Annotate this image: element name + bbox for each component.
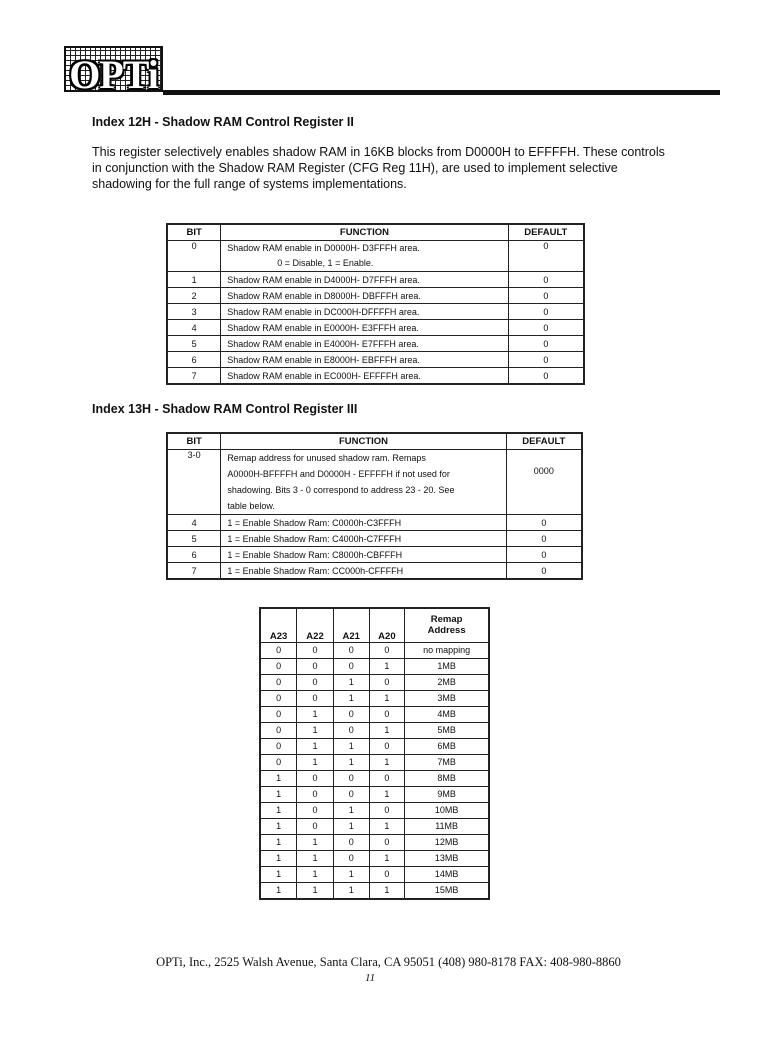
a20-cell: 0 xyxy=(369,642,405,658)
col-header-function: FUNCTION xyxy=(221,224,508,241)
a23-cell: 0 xyxy=(260,658,297,674)
a20-cell: 0 xyxy=(369,770,405,786)
function-cell: Shadow RAM enable in E4000H- E7FFFH area. xyxy=(221,336,508,352)
bit-cell: 2 xyxy=(167,288,221,304)
default-cell: 0 xyxy=(508,304,584,320)
table-row xyxy=(167,368,584,385)
a21-cell: 0 xyxy=(333,642,369,658)
bit-cell: 0 xyxy=(167,241,221,272)
function-note: 0 = Disable, 1 = Enable. xyxy=(277,258,374,268)
function-line: table below. xyxy=(227,501,275,511)
a21-cell: 0 xyxy=(333,770,369,786)
remap-address-cell: 14MB xyxy=(405,866,489,882)
a22-cell: 0 xyxy=(297,642,334,658)
col-header-bit: BIT xyxy=(167,224,221,241)
function-cell: Shadow RAM enable in D8000H- DBFFFH area. xyxy=(221,288,508,304)
table-row xyxy=(260,818,489,834)
a22-cell: 0 xyxy=(297,802,334,818)
a21-cell: 1 xyxy=(333,738,369,754)
table-row xyxy=(167,241,584,272)
remap-address-cell: 4MB xyxy=(405,706,489,722)
table-row xyxy=(260,754,489,770)
remap-address-cell: no mapping xyxy=(405,642,489,658)
header-remap: Remap xyxy=(430,614,463,626)
remap-address-cell: 13MB xyxy=(405,850,489,866)
function-cell: 1 = Enable Shadow Ram: C4000h-C7FFFH xyxy=(221,531,506,547)
section-12-paragraph: This register selectively enables shadow RAM in 16KB blocks from D0000H to EFFFFH. These controls in conjunction with the Shadow RAM Register (CFG Reg 11H), are used to implement selective shadowing for the full range of systems implementations. xyxy=(92,145,665,191)
remap-address-cell: 11MB xyxy=(405,818,489,834)
a23-cell: 1 xyxy=(260,882,297,899)
remap-address-cell: 15MB xyxy=(405,882,489,899)
function-cell: Shadow RAM enable in DC000H-DFFFFH area. xyxy=(221,304,508,320)
a20-cell: 0 xyxy=(369,738,405,754)
a22-cell: 1 xyxy=(297,850,334,866)
table-row xyxy=(260,882,489,899)
bit-cell: 6 xyxy=(167,352,221,368)
a20-cell: 0 xyxy=(369,834,405,850)
header-address: Address xyxy=(427,625,466,637)
a23-cell: 0 xyxy=(260,706,297,722)
table-row xyxy=(260,690,489,706)
a22-cell: 1 xyxy=(297,738,334,754)
a21-cell: 1 xyxy=(333,818,369,834)
a22-cell: 1 xyxy=(297,754,334,770)
a20-cell: 0 xyxy=(369,866,405,882)
a22-cell: 1 xyxy=(297,834,334,850)
a20-cell: 1 xyxy=(369,754,405,770)
a22-cell: 1 xyxy=(297,706,334,722)
default-cell: 0 xyxy=(508,241,584,272)
function-cell: Shadow RAM enable in D4000H- D7FFFH area. xyxy=(221,272,508,288)
remap-address-cell: 8MB xyxy=(405,770,489,786)
header-rule xyxy=(163,90,720,95)
bit-cell: 3 xyxy=(167,304,221,320)
a20-cell: 1 xyxy=(369,882,405,899)
table-row xyxy=(167,304,584,320)
table-row xyxy=(167,531,582,547)
default-cell: 0 xyxy=(506,531,582,547)
table-row xyxy=(260,866,489,882)
a20-cell: 0 xyxy=(369,802,405,818)
bit-cell: 6 xyxy=(167,547,221,563)
table-row xyxy=(167,563,582,580)
function-cell: Shadow RAM enable in E0000H- E3FFFH area. xyxy=(221,320,508,336)
table-row xyxy=(260,786,489,802)
footer-address: OPTi, Inc., 2525 Walsh Avenue, Santa Clara, CA 95051 (408) 980-8178 FAX: 408-980-8860 xyxy=(156,955,621,969)
remap-address-cell: 6MB xyxy=(405,738,489,754)
a22-cell: 0 xyxy=(297,674,334,690)
bit-cell: 4 xyxy=(167,515,221,531)
remap-address-cell: 1MB xyxy=(405,658,489,674)
a23-cell: 1 xyxy=(260,802,297,818)
col-header-a21: A21 xyxy=(333,608,369,642)
table-row xyxy=(167,515,582,531)
table-row xyxy=(167,450,582,515)
a23-cell: 0 xyxy=(260,722,297,738)
a23-cell: 0 xyxy=(260,642,297,658)
a22-cell: 0 xyxy=(297,658,334,674)
default-cell: 0 xyxy=(508,272,584,288)
bit-cell: 5 xyxy=(167,531,221,547)
a21-cell: 0 xyxy=(333,658,369,674)
register-13-table xyxy=(166,432,583,580)
a23-cell: 0 xyxy=(260,754,297,770)
a20-cell: 1 xyxy=(369,658,405,674)
default-cell: 0 xyxy=(508,352,584,368)
a21-cell: 1 xyxy=(333,690,369,706)
section-12-heading: Index 12H - Shadow RAM Control Register II xyxy=(92,115,354,129)
a23-cell: 1 xyxy=(260,786,297,802)
col-header-remap-address xyxy=(405,608,489,642)
remap-table xyxy=(259,607,490,900)
a23-cell: 1 xyxy=(260,866,297,882)
table-row xyxy=(260,674,489,690)
col-header-function: FUNCTION xyxy=(221,433,506,450)
a22-cell: 1 xyxy=(297,722,334,738)
a21-cell: 0 xyxy=(333,706,369,722)
function-line: A0000H-BFFFFH and D0000H - EFFFFH if not used for xyxy=(227,469,450,479)
bit-cell: 3-0 xyxy=(167,450,221,515)
a20-cell: 1 xyxy=(369,690,405,706)
bit-cell: 1 xyxy=(167,272,221,288)
bit-cell: 5 xyxy=(167,336,221,352)
bit-cell: 4 xyxy=(167,320,221,336)
remap-address-cell: 12MB xyxy=(405,834,489,850)
a20-cell: 1 xyxy=(369,850,405,866)
a20-cell: 0 xyxy=(369,706,405,722)
a20-cell: 1 xyxy=(369,818,405,834)
a23-cell: 0 xyxy=(260,674,297,690)
a22-cell: 0 xyxy=(297,690,334,706)
a23-cell: 1 xyxy=(260,850,297,866)
default-cell: 0 xyxy=(508,288,584,304)
col-header-a22: A22 xyxy=(297,608,334,642)
remap-address-cell: 2MB xyxy=(405,674,489,690)
default-cell: 0 xyxy=(506,515,582,531)
remap-address-cell: 3MB xyxy=(405,690,489,706)
function-line: Remap address for unused shadow ram. Remaps xyxy=(227,453,426,463)
a21-cell: 1 xyxy=(333,754,369,770)
a23-cell: 1 xyxy=(260,818,297,834)
a21-cell: 0 xyxy=(333,786,369,802)
company-logo xyxy=(64,46,163,92)
col-header-a23: A23 xyxy=(260,608,297,642)
default-cell: 0000 xyxy=(506,450,582,515)
function-cell xyxy=(221,450,506,515)
a21-cell: 1 xyxy=(333,882,369,899)
default-cell: 0 xyxy=(508,336,584,352)
a22-cell: 0 xyxy=(297,818,334,834)
function-cell: Shadow RAM enable in EC000H- EFFFFH area. xyxy=(221,368,508,385)
bit-cell: 7 xyxy=(167,368,221,385)
table-row xyxy=(167,288,584,304)
function-line: shadowing. Bits 3 - 0 correspond to address 23 - 20. See xyxy=(227,485,455,495)
table-row xyxy=(167,272,584,288)
function-cell: 1 = Enable Shadow Ram: C8000h-CBFFFH xyxy=(221,547,506,563)
default-cell: 0 xyxy=(508,368,584,385)
table-row xyxy=(167,320,584,336)
function-text: Shadow RAM enable in D0000H- D3FFFH area. xyxy=(227,243,420,253)
a23-cell: 0 xyxy=(260,738,297,754)
a21-cell: 1 xyxy=(333,866,369,882)
table-row xyxy=(260,642,489,658)
function-cell xyxy=(221,241,508,272)
remap-address-cell: 9MB xyxy=(405,786,489,802)
a22-cell: 0 xyxy=(297,786,334,802)
col-header-default: DEFAULT xyxy=(508,224,584,241)
table-row xyxy=(260,770,489,786)
remap-address-cell: 10MB xyxy=(405,802,489,818)
table-row xyxy=(167,547,582,563)
default-cell: 0 xyxy=(508,320,584,336)
default-cell: 0 xyxy=(506,547,582,563)
a22-cell: 1 xyxy=(297,866,334,882)
table-row xyxy=(260,802,489,818)
a21-cell: 0 xyxy=(333,722,369,738)
a23-cell: 0 xyxy=(260,690,297,706)
function-cell: 1 = Enable Shadow Ram: CC000h-CFFFFH xyxy=(221,563,506,580)
a22-cell: 1 xyxy=(297,882,334,899)
table-row xyxy=(260,834,489,850)
a21-cell: 0 xyxy=(333,834,369,850)
table-row xyxy=(260,706,489,722)
default-cell: 0 xyxy=(506,563,582,580)
a21-cell: 1 xyxy=(333,674,369,690)
a21-cell: 0 xyxy=(333,850,369,866)
remap-address-cell: 5MB xyxy=(405,722,489,738)
section-13-heading: Index 13H - Shadow RAM Control Register III xyxy=(92,402,358,416)
a23-cell: 1 xyxy=(260,834,297,850)
page-number: 11 xyxy=(365,972,376,984)
a21-cell: 1 xyxy=(333,802,369,818)
col-header-bit: BIT xyxy=(167,433,221,450)
table-row xyxy=(260,658,489,674)
table-row xyxy=(260,850,489,866)
table-row xyxy=(167,336,584,352)
register-12-table xyxy=(166,223,585,385)
a20-cell: 1 xyxy=(369,786,405,802)
a20-cell: 1 xyxy=(369,722,405,738)
bit-cell: 7 xyxy=(167,563,221,580)
col-header-default: DEFAULT xyxy=(506,433,582,450)
col-header-a20: A20 xyxy=(369,608,405,642)
function-cell: 1 = Enable Shadow Ram: C0000h-C3FFFH xyxy=(221,515,506,531)
table-row xyxy=(167,352,584,368)
a20-cell: 0 xyxy=(369,674,405,690)
table-row xyxy=(260,738,489,754)
function-cell: Shadow RAM enable in E8000H- EBFFFH area. xyxy=(221,352,508,368)
logo-text: OPTi xyxy=(69,52,158,92)
table-row xyxy=(260,722,489,738)
a22-cell: 0 xyxy=(297,770,334,786)
remap-address-cell: 7MB xyxy=(405,754,489,770)
a23-cell: 1 xyxy=(260,770,297,786)
